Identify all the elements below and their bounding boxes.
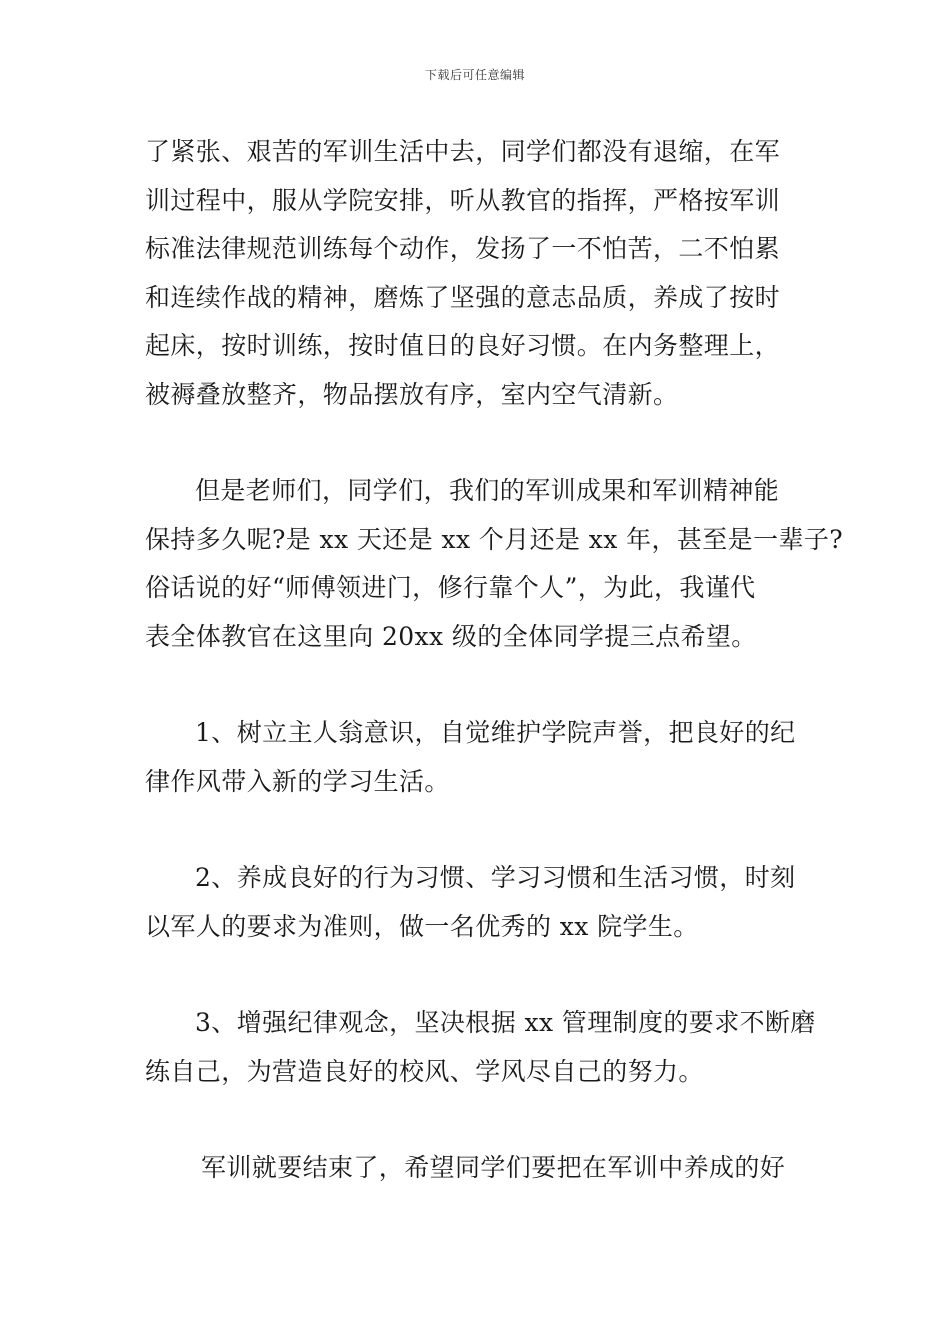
text-line: 和连续作战的精神，磨炼了坚强的意志品质，养成了按时 <box>145 282 781 312</box>
text-line: 练自己，为营造良好的校风、学风尽自己的努力。 <box>145 1056 704 1086</box>
text-line: 表全体教官在这里向 20xx 级的全体同学提三点希望。 <box>145 621 757 651</box>
paragraph-1 <box>145 128 810 419</box>
text-line: 律作风带入新的学习生活。 <box>145 766 450 796</box>
paragraph-5 <box>145 999 816 1096</box>
paragraph-3 <box>145 709 810 806</box>
text-line: 但是老师们，同学们，我们的军训成果和军训精神能 <box>195 476 780 505</box>
paragraph-2 <box>145 467 844 661</box>
text-line: 以军人的要求为准则，做一名优秀的 xx 院学生。 <box>145 911 699 941</box>
text-line: 训过程中，服从学院安排，听从教官的指挥，严格按军训 <box>145 185 781 215</box>
text-line: 起床，按时训练，按时值日的良好习惯。在内务整理上， <box>145 331 781 360</box>
text-line: 俗话说的好“师傅领进门，修行靠个人”，为此，我谨代 <box>145 573 756 602</box>
text-line: 保持多久呢?是 xx 天还是 xx 个月还是 xx 年，甚至是一辈子? <box>145 524 844 554</box>
text-line: 1、树立主人翁意识，自觉维护学院声誉，把良好的纪 <box>195 718 796 747</box>
text-line: 3、增强纪律观念，坚决根据 xx 管理制度的要求不断磨 <box>195 1008 816 1037</box>
page-header: 下载后可任意编辑 <box>424 68 525 82</box>
paragraph-6 <box>145 1144 810 1193</box>
document-body <box>145 128 844 1193</box>
text-line: 2、养成良好的行为习惯、学习习惯和生活习惯，时刻 <box>195 863 796 892</box>
text-line: 标准法律规范训练每个动作，发扬了一不怕苦，二不怕累 <box>145 234 781 263</box>
paragraph-4 <box>145 854 810 951</box>
text-line: 被褥叠放整齐，物品摆放有序，室内空气清新。 <box>145 379 679 409</box>
text-line: 了紧张、艰苦的军训生活中去，同学们都没有退缩，在军 <box>145 137 781 166</box>
text-line: 军训就要结束了，希望同学们要把在军训中养成的好 <box>201 1153 786 1182</box>
